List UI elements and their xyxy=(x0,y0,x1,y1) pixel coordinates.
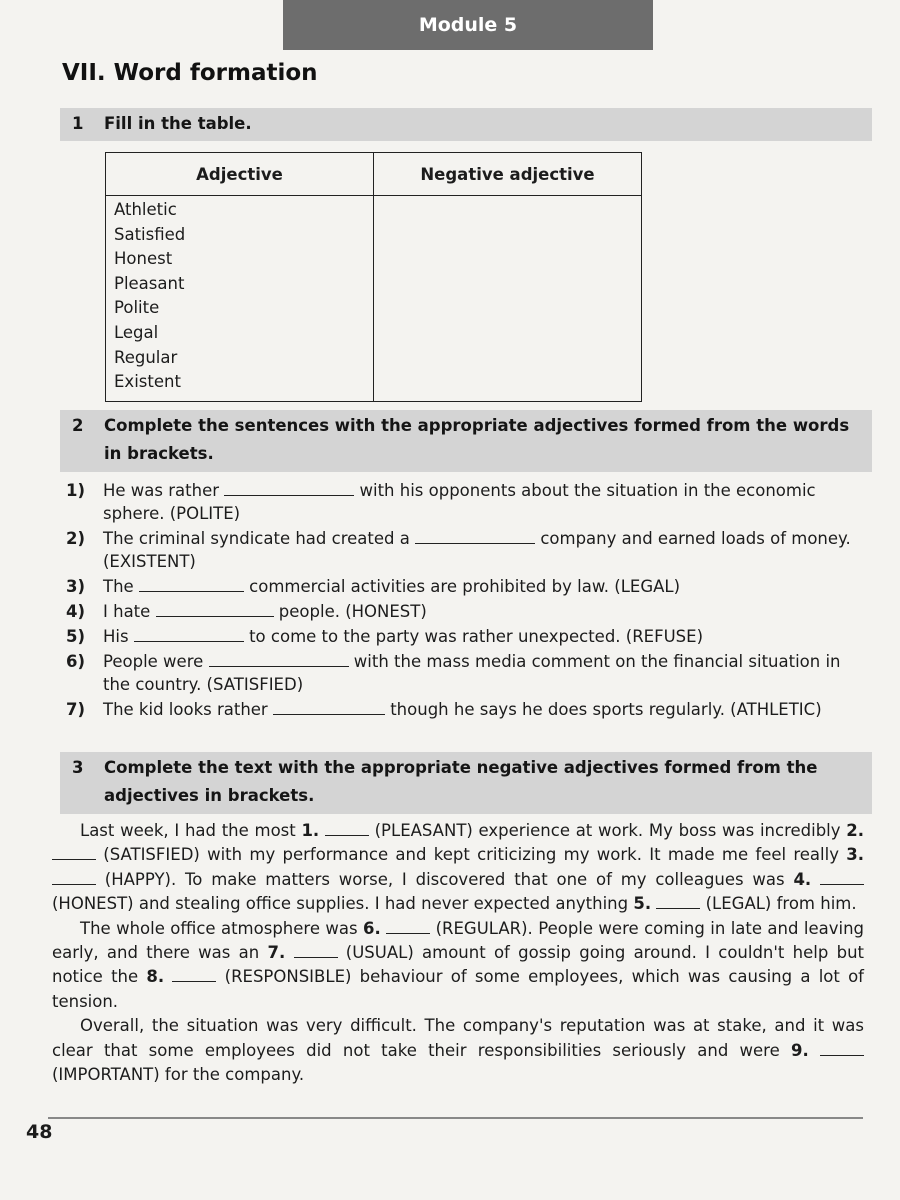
text-span: Overall, the situation was very difficult. The company's reputation was at stake, and it was clear that some employees did not take their responsibilities seriously and were xyxy=(52,1016,864,1060)
sentence-text-before: People were xyxy=(103,652,209,671)
sentence-number: 6) xyxy=(66,652,86,671)
answer-blank[interactable] xyxy=(294,943,338,958)
adjective-item: Regular xyxy=(114,347,178,367)
col-negative-header: Negative adjective xyxy=(374,153,642,196)
text-span: Last week, I had the most xyxy=(80,821,302,840)
sentence-6 xyxy=(66,650,868,696)
sentence-text-after: though he says he does sports regularly. (ATHLETIC) xyxy=(384,700,822,719)
sentence-7 xyxy=(66,698,868,721)
sentence-4 xyxy=(66,600,868,623)
answer-blank[interactable] xyxy=(156,601,274,617)
gap-number: 7. xyxy=(267,943,286,963)
paragraph-3 xyxy=(52,1014,864,1087)
adjective-item: Existent xyxy=(114,372,181,392)
sentence-text-before: The kid looks rather xyxy=(103,700,273,719)
module-label: Module 5 xyxy=(418,14,518,36)
sentence-5 xyxy=(66,625,868,648)
sentence-2 xyxy=(66,527,868,573)
module-tab xyxy=(283,0,653,50)
answer-blank[interactable] xyxy=(224,480,354,496)
text-span: (LEGAL) from him. xyxy=(700,894,857,914)
task1-instruction: Fill in the table. xyxy=(104,114,252,133)
answer-blank[interactable] xyxy=(820,1041,864,1056)
adjective-item: Polite xyxy=(114,298,160,318)
task3-text xyxy=(52,819,864,1087)
task2-instruction: Complete the sentences with the appropriate adjectives formed from the words in brackets. xyxy=(104,416,850,463)
adjective-item: Satisfied xyxy=(114,224,186,244)
sentence-number: 5) xyxy=(66,627,86,646)
text-span: (SATISFIED) with my performance and kept criticizing my work. It made me feel really xyxy=(96,845,847,865)
answer-blank[interactable] xyxy=(52,870,96,885)
answer-blank[interactable] xyxy=(386,919,430,934)
sentence-text-before: The criminal syndicate had created a xyxy=(103,529,416,548)
sentence-text-before: The xyxy=(103,577,139,596)
adjective-item: Pleasant xyxy=(114,273,185,293)
answer-blank[interactable] xyxy=(325,821,369,836)
adjective-item: Legal xyxy=(114,322,159,342)
sentence-text-after: people. (HONEST) xyxy=(273,602,427,621)
answer-blank[interactable] xyxy=(273,699,385,715)
sentence-text-before: His xyxy=(103,627,134,646)
answer-blank[interactable] xyxy=(415,528,535,544)
sentence-number: 2) xyxy=(66,529,86,548)
text-span: (RESPONSIBLE) behaviour of some employees, which was causing a lot of tension. xyxy=(52,967,864,1011)
answer-blank[interactable] xyxy=(820,870,864,885)
answer-blank[interactable] xyxy=(209,651,349,667)
text-span: (IMPORTANT) for the company. xyxy=(52,1065,305,1085)
sentence-3 xyxy=(66,575,868,598)
sentence-number: 4) xyxy=(66,602,86,621)
gap-number: 6. xyxy=(363,918,381,938)
adjective-item: Honest xyxy=(114,249,173,269)
gap-number: 5. xyxy=(633,894,652,914)
sentence-text-after: company and earned loads of money. (EXISTENT) xyxy=(103,529,851,571)
answer-blank[interactable] xyxy=(656,894,700,909)
answer-blank[interactable] xyxy=(134,626,244,642)
sentence-text-after: with the mass media comment on the financial situation in the country. (SATISFIED) xyxy=(103,652,841,694)
sentence-number: 1) xyxy=(66,481,86,500)
col-adjective-header: Adjective xyxy=(106,153,374,196)
gap-number: 3. xyxy=(846,845,864,865)
text-span: (HAPPY). To make matters worse, I discovered that one of my colleagues was xyxy=(96,869,794,889)
sentence-number: 7) xyxy=(66,700,86,719)
gap-number: 4. xyxy=(793,869,812,889)
word-table xyxy=(105,152,642,402)
sentence-number: 3) xyxy=(66,577,86,596)
answer-blank[interactable] xyxy=(172,967,216,982)
task2-header xyxy=(60,410,872,472)
sentence-1 xyxy=(66,479,868,525)
adjective-column xyxy=(106,196,374,402)
footer-rule xyxy=(48,1117,863,1119)
task1-number: 1 xyxy=(72,114,84,133)
section-title: VII. Word formation xyxy=(62,60,318,86)
page-number: 48 xyxy=(26,1121,53,1143)
answer-blank[interactable] xyxy=(139,576,244,592)
paragraph-2 xyxy=(52,917,864,1015)
sentence-text-after: with his opponents about the situation in the economic sphere. (POLITE) xyxy=(103,481,816,523)
gap-number: 1. xyxy=(301,821,320,840)
text-span: The whole office atmosphere was xyxy=(80,918,364,938)
negative-answer-column[interactable] xyxy=(374,196,642,402)
task2-sentences xyxy=(66,479,868,723)
text-span: (REGULAR). People were coming in late and leaving early, and there was an xyxy=(52,918,864,963)
task1-header xyxy=(60,108,872,141)
sentence-text-before: He was rather xyxy=(103,481,225,500)
text-span: (HONEST) and stealing office supplies. I had never expected anything xyxy=(52,894,634,914)
gap-number: 9. xyxy=(791,1040,809,1060)
sentence-text-before: I hate xyxy=(103,602,156,621)
task3-instruction: Complete the text with the appropriate negative adjectives formed from the adjectives in brackets. xyxy=(104,758,818,805)
text-span: (USUAL) amount of gossip going around. I couldn't help but notice the xyxy=(52,943,864,987)
task3-number: 3 xyxy=(72,758,84,777)
task2-number: 2 xyxy=(72,416,84,435)
paragraph-1 xyxy=(52,819,864,917)
adjective-item: Athletic xyxy=(114,200,177,219)
gap-number: 8. xyxy=(146,967,165,987)
answer-blank[interactable] xyxy=(52,845,96,860)
gap-number: 2. xyxy=(846,821,864,840)
text-span: (PLEASANT) experience at work. My boss was incredibly xyxy=(368,821,847,840)
sentence-text-after: commercial activities are prohibited by law. (LEGAL) xyxy=(243,577,681,596)
sentence-text-after: to come to the party was rather unexpected. (REFUSE) xyxy=(243,627,704,646)
task3-header xyxy=(60,752,872,814)
